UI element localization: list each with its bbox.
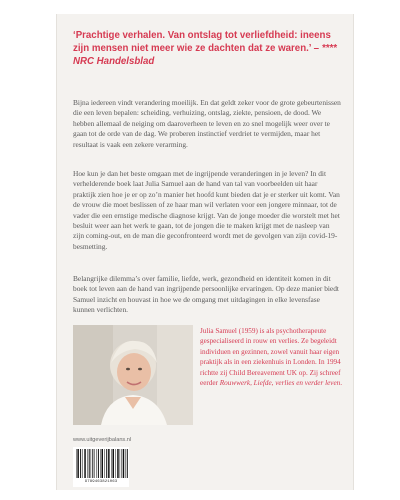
blurb-paragraph-2: Hoe kun je dan het beste omgaan met de ingrijpende veranderingen in je leven? In dit verhelderende boek laat Julia Samuel aan de hand van tal van voorbeelden uit haar praktijk zien hoe je er op zo’n manier het hoofd kunt bieden dat je er sterker uit komt. Van de vrouw die moet beslissen of ze haar man wil verlaten voor een jongere minnaar, tot de vader die een ernstige medische diagnose krijgt. Van de jonge moeder die worstelt met het besluit weer aan het werk te gaan, tot de jongen die te maken krijgt met de nasleep van zijn coming-out, en de man die geconfronteerd wordt met de gevolgen van zijn covid-19-besmetting.	[73, 169, 340, 251]
author-photo	[73, 325, 193, 425]
review-quote	[73, 29, 345, 68]
book-back-cover	[56, 14, 354, 490]
author-bio	[200, 326, 345, 388]
review-source: **** NRC Handelsblad	[73, 43, 337, 67]
author-bio-end: .	[340, 379, 343, 388]
isbn-number: 9789463821063	[84, 480, 118, 484]
barcode-bars	[73, 447, 129, 481]
isbn-barcode	[73, 447, 129, 487]
blurb-paragraph-3: Belangrijke dilemma’s over familie, liefde, werk, gezondheid en identiteit komen in dit boek tot leven aan de hand van ingrijpende persoonlijke ervaringen. Op deze manier biedt Samuel inzicht en houvast in hoe we de omgang met uitdagingen in elke levensfase kunnen verlichten.	[73, 274, 339, 315]
author-other-books: Rouwwerk, Liefde, verlies en verder leven	[219, 379, 341, 388]
author-bio-text: Julia Samuel (1959) is als psychotherapeute gespecialiseerd in rouw en verlies. Ze begeleidt individuen en gezinnen, zowel vanuit haar eigen praktijk als in een ziekenhuis in Londen. In 1994 richtte zij Child Bereavement UK op. Zij schreef eerder	[200, 327, 341, 388]
blurb-paragraph-1: Bijna iedereen vindt verandering moeilijk. En dat geldt zeker voor de grote gebeurtenissen die een leven bepalen: scheiding, verhuizing, ontslag, ziekte, pensioen, de dood. We hebben allemaal de neiging om daaroverheen te leven en zo snel mogelijk weer over te gaan tot de orde van de dag. We proberen instinctief verdriet te vermijden, maar het resultaat is vaak een zekere verarming.	[73, 98, 341, 149]
publisher-url: www.uitgeverijbalans.nl	[73, 437, 132, 443]
review-quote-text: ‘Prachtige verhalen. Van ontslag tot verliefdheid: ineens zijn mensen niet meer wie ze dachten dat ze waren.’ –	[73, 30, 331, 54]
